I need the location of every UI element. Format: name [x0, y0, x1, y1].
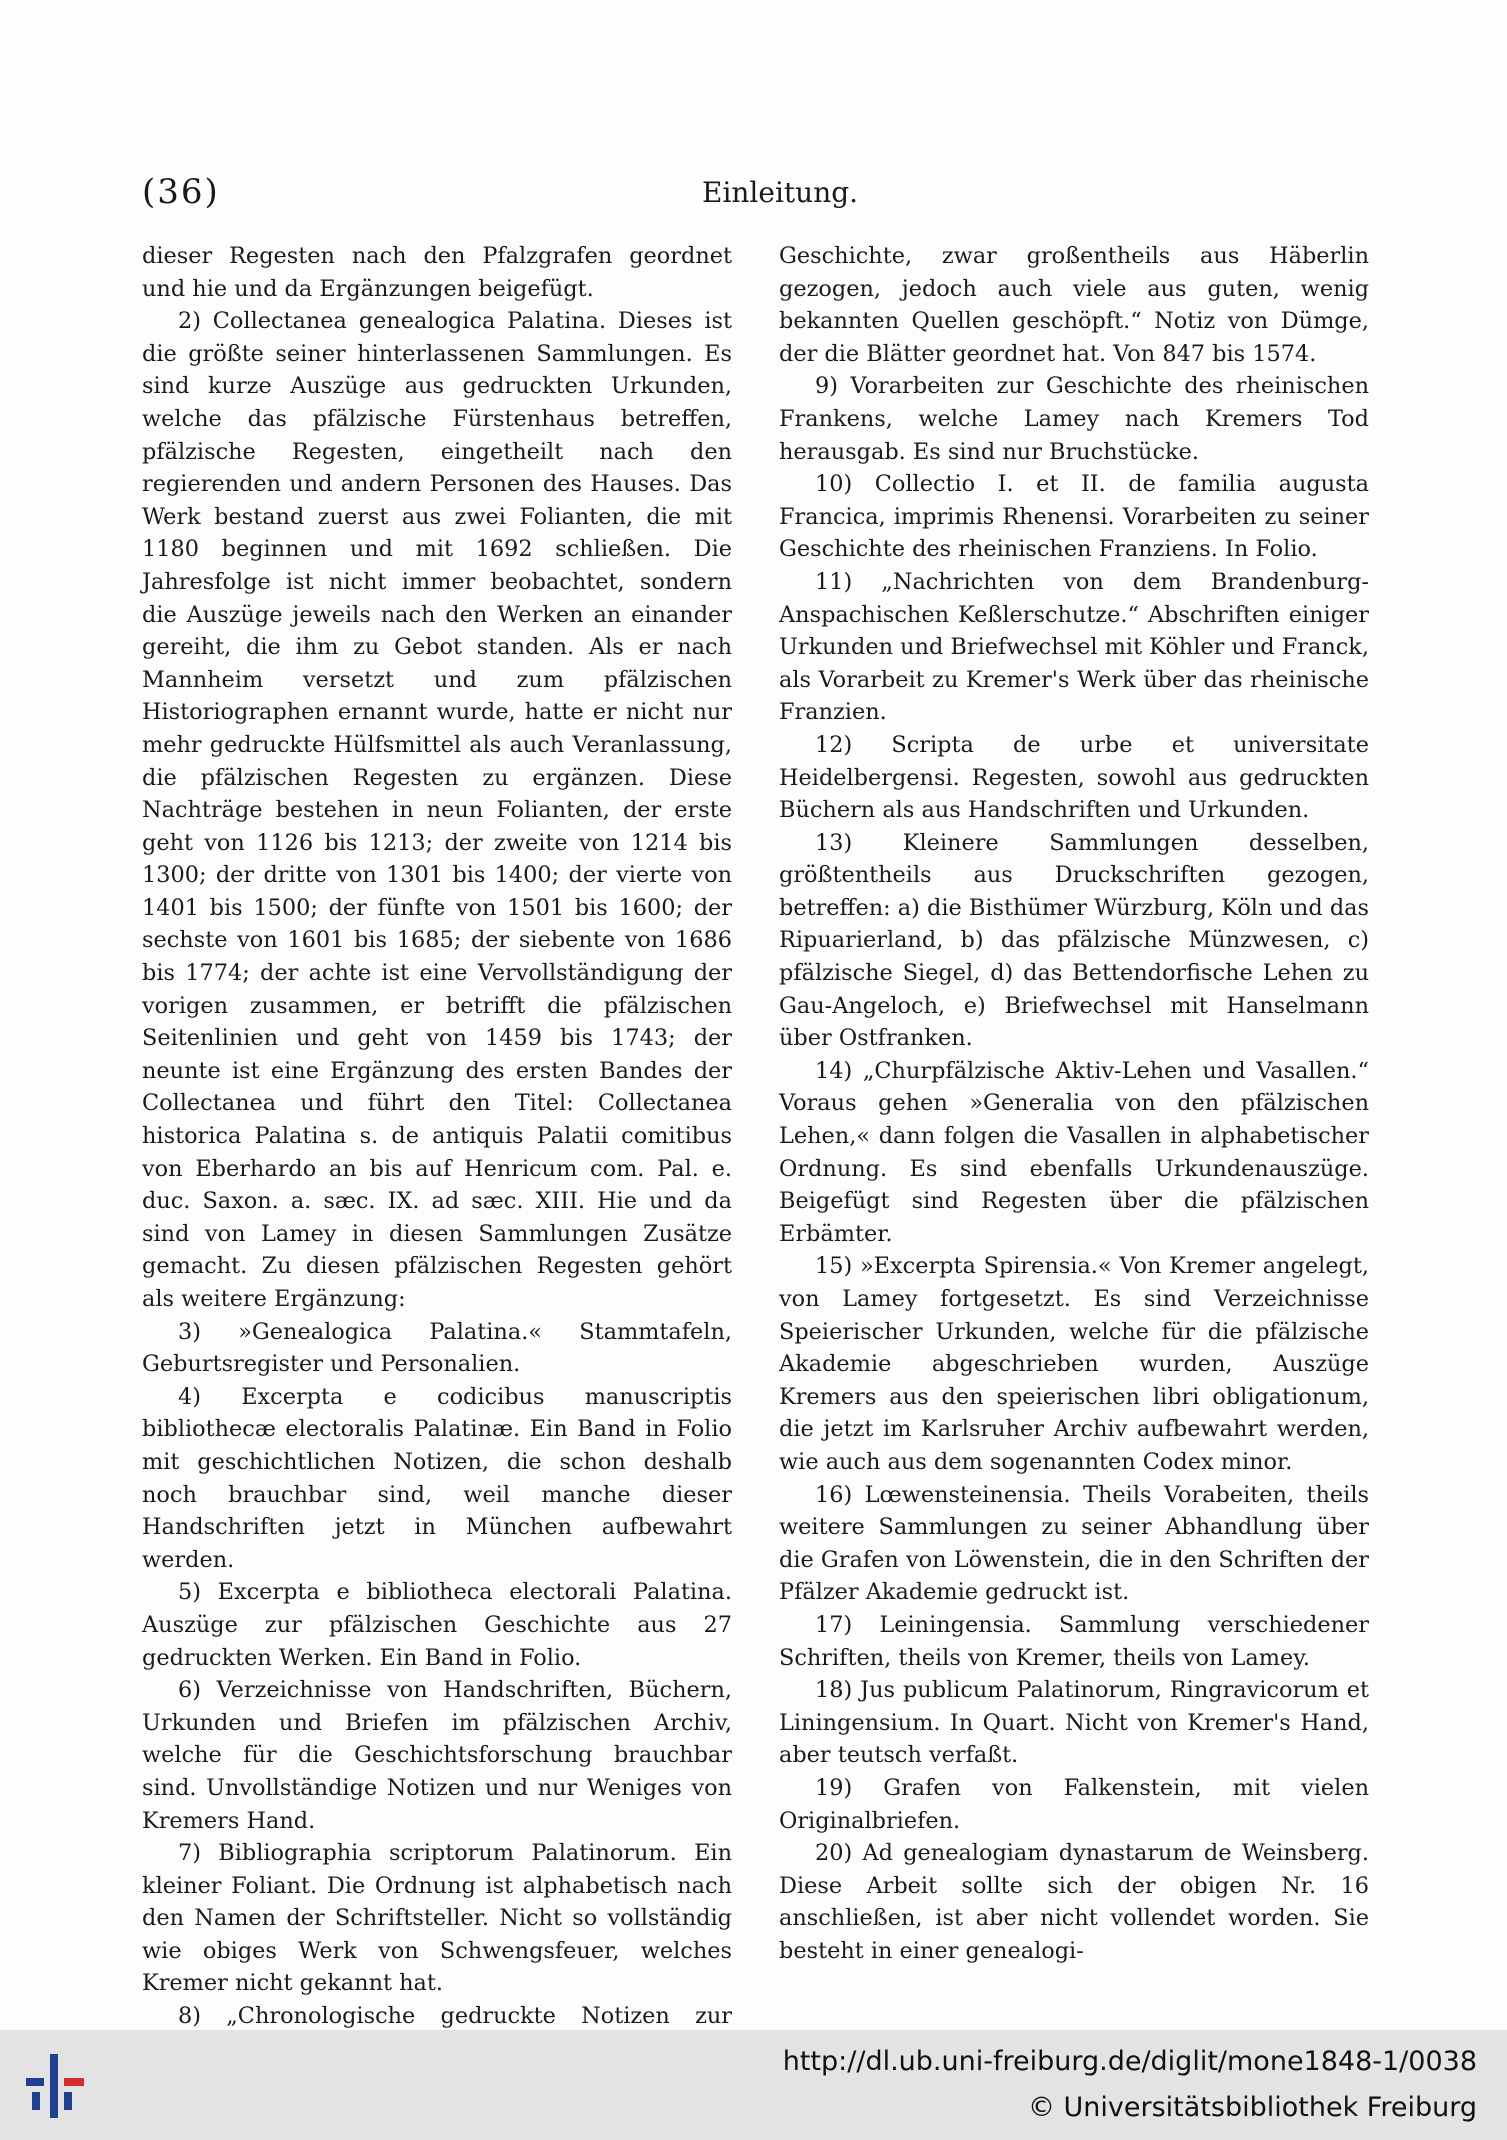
paragraph: 12) Scripta de urbe et universitate Heidelbergensi. Regesten, sowohl aus gedruckten Büchern als aus Handschriften und Urkunden.: [779, 731, 1369, 824]
paragraph: 9) Vorarbeiten zur Geschichte des rheinischen Frankens, welche Lamey nach Kremers Tod herausgab. Es sind nur Bruchstücke.: [779, 373, 1369, 465]
paragraph: 8) „Chronologische gedruckte Notizen zur: [178, 2003, 732, 2030]
paragraph: 3) »Genealogica Palatina.« Stammtafeln, Geburtsregister und Personalien.: [142, 1318, 732, 1378]
paragraph: 6) Verzeichnisse von Handschriften, Büchern, Urkunden und Briefen im pfälzischen Archiv, welche für die Geschichtsforschung brauchbar sind. Unvollständige Notizen und nur Weniges von Kremers Hand.: [142, 1677, 732, 1834]
source-url-link[interactable]: http://dl.ub.uni-freiburg.de/diglit/mone1848-1/0038: [782, 2046, 1477, 2077]
paragraph: 19) Grafen von Falkenstein, mit vielen Originalbriefen.: [779, 1774, 1369, 1834]
paragraph: 4) Excerpta e codicibus manuscriptis bibliothecæ electoralis Palatinæ. Ein Band in Folio mit geschichtlichen Notizen, die schon deshalb noch brauchbar sind, weil manche dieser Handschriften jetzt in München aufbewahrt werden.: [142, 1383, 732, 1573]
left-column: [142, 240, 732, 2065]
paragraph: 10) Collectio I. et II. de familia augusta Francica, imprimis Rhenensi. Vorarbeiten zu seiner Geschichte des rheinischen Franziens. In Folio.: [779, 471, 1369, 563]
paragraph: dieser Regesten nach den Pfalzgrafen geordnet und hie und da Ergänzungen beigefügt.: [142, 243, 732, 302]
page-header: [142, 172, 1382, 222]
right-column: [779, 240, 1369, 1967]
copyright-notice: © Universitätsbibliothek Freiburg: [1027, 2092, 1477, 2123]
ub-freiburg-logo-icon[interactable]: [20, 2048, 96, 2124]
paragraph: 2) Collectanea genealogica Palatina. Dieses ist die größte seiner hinterlassenen Sammlungen. Es sind kurze Auszüge aus gedruckten Urkunden, welche das pfälzische Fürstenhaus betreffen, pfälzische Regesten, eingetheilt nach den regierenden und andern Personen des Hauses. Das Werk bestand zuerst aus zwei Folianten, die mit 1180 beginnen und mit 1692 schließen. Die Jahresfolge ist nicht immer beobachtet, sondern die Auszüge jeweils nach den Werken an einander gereiht, die ihm zu Gebot standen. Als er nach Mannheim versetzt und zum pfälzischen Historiographen ernannt wurde, hatte er nicht nur mehr gedruckte Hülfsmittel als auch Veranlassung, die pfälzischen Regesten zu ergänzen. Diese Nachträge bestehen in neun Folianten, der erste geht von 1126 bis 1213; der zweite von 1214 bis 1300; der dritte von 1301 bis 1400; der vierte von 1401 bis 1500; der fünfte von 1501 bis 1600; der sechste von 1601 bis 1685; der siebente von 1686 bis 1774; der achte ist eine Vervollständigung der vorigen zusammen, er betrifft die pfälzischen Seitenlinien und geht von 1459 bis 1743; der neunte ist eine Ergänzung des ersten Bandes der Collectanea und führt den Titel: Collectanea historica Palatina s. de antiquis Palatii comitibus von Eberhardo an bis auf Henricum com. Pal. e. duc. Saxon. a. sæc. IX. ad sæc. XIII. Hie und da sind von Lamey in diesen Sammlungen Zusätze gemacht. Zu diesen pfälzischen Regesten gehört als weitere Ergänzung:: [142, 308, 732, 1312]
paragraph: Geschichte, zwar großentheils aus Häberlin gezogen, jedoch auch viele aus guten, wenig bekannten Quellen geschöpft.“ Notiz von Dümge, der die Blätter geordnet hat. Von 847 bis 1574.: [779, 243, 1369, 367]
paragraph: 14) „Churpfälzische Aktiv-Lehen und Vasallen.“ Voraus gehen »Generalia von den pfälzischen Lehen,« dann folgen die Vasallen in alphabetischer Ordnung. Es sind ebenfalls Urkundenauszüge. Beigefügt sind Regesten über die pfälzischen Erbämter.: [779, 1057, 1369, 1247]
paragraph: 13) Kleinere Sammlungen desselben, größtentheils aus Druckschriften gezogen, betreffen: a) die Bisthümer Würzburg, Köln und das Ripuarierland, b) das pfälzische Münzwesen, c) pfälzische Siegel, d) das Bettendorfische Lehen zu Gau-Angeloch, e) Briefwechsel mit Hanselmann über Ostfranken.: [779, 829, 1369, 1052]
paragraph: 17) Leiningensia. Sammlung verschiedener Schriften, theils von Kremer, theils von Lamey.: [779, 1611, 1369, 1671]
paragraph: 16) Lœwensteinensia. Theils Vorabeiten, theils weitere Sammlungen zu seiner Abhandlung über die Grafen von Löwenstein, die in den Schriften der Pfälzer Akademie gedruckt ist.: [779, 1481, 1369, 1606]
paragraph: 7) Bibliographia scriptorum Palatinorum. Ein kleiner Foliant. Die Ordnung ist alphabetisch nach den Namen der Schriftsteller. Nicht so vollständig wie obiges Werk von Schwengsfeuer, welches Kremer nicht gekannt hat.: [142, 1840, 732, 1997]
footer-bar: [0, 2030, 1507, 2140]
paragraph: 5) Excerpta e bibliotheca electorali Palatina. Auszüge zur pfälzischen Geschichte aus 27 gedruckten Werken. Ein Band in Folio.: [142, 1579, 732, 1671]
paragraph: 11) „Nachrichten von dem Brandenburg-Anspachischen Keßlerschutze.“ Abschriften einiger Urkunden und Briefwechsel mit Köhler und Franck, als Vorarbeit zu Kremer's Werk über das rheinische Franzien.: [779, 568, 1369, 726]
page-number: (36): [142, 172, 220, 212]
paragraph: 18) Jus publicum Palatinorum, Ringravicorum et Liningensium. In Quart. Nicht von Kremer's Hand, aber teutsch verfaßt.: [779, 1677, 1369, 1769]
running-title: Einleitung.: [702, 176, 859, 209]
paragraph: 20) Ad genealogiam dynastarum de Weinsberg. Diese Arbeit sollte sich der obigen Nr. 16 anschließen, ist aber nicht vollendet worden. Sie besteht in einer genealogi-: [779, 1840, 1369, 1964]
paragraph: 15) »Excerpta Spirensia.« Von Kremer angelegt, von Lamey fortgesetzt. Es sind Verzeichnisse Speierischer Urkunden, welche für die pfälzische Akademie abgeschrieben wurden, Auszüge Kremers aus den speierischen libri obligationum, die jetzt im Karlsruher Archiv aufbewahrt werden, wie auch aus dem sogenannten Codex minor.: [779, 1253, 1369, 1475]
